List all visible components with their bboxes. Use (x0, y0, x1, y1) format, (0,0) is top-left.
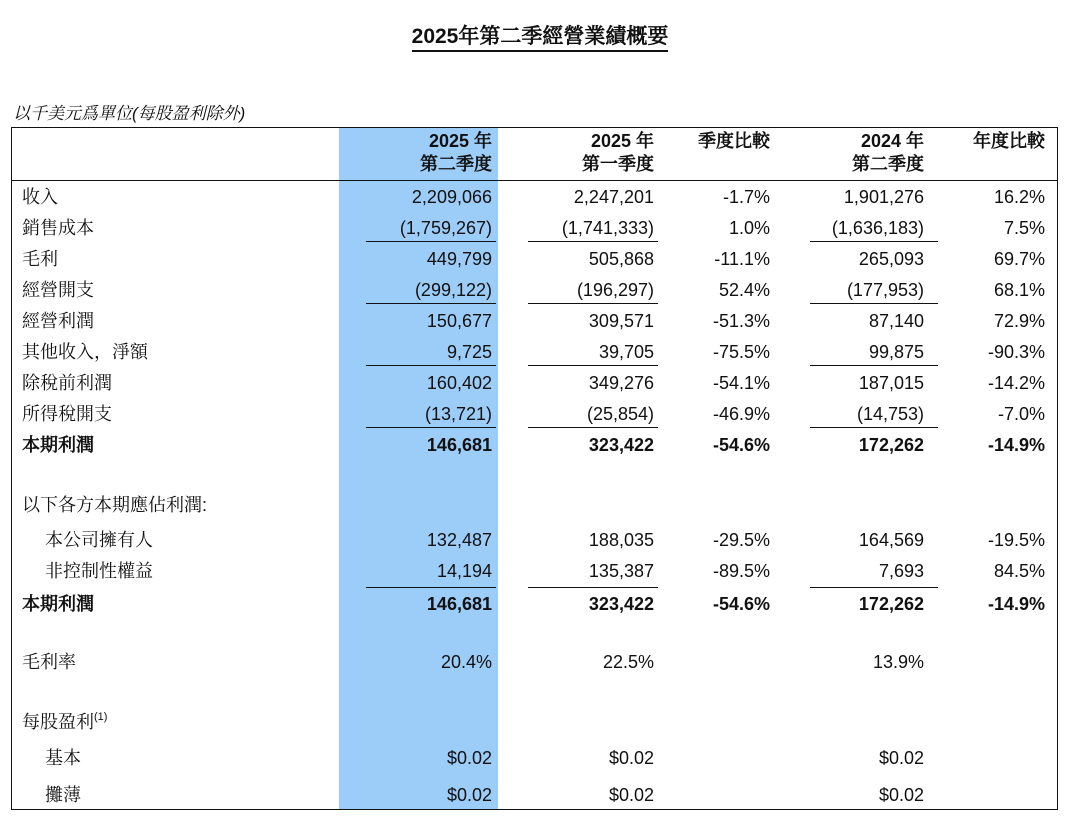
eps-row-value: $0.02 (878, 748, 924, 768)
underline (810, 303, 938, 304)
col-header-q2-2024: 2024 年 第二季度 (852, 131, 924, 174)
row-value: (25,854) (586, 404, 654, 424)
row-label: 其他收入，淨額 (22, 342, 148, 362)
row-value: 323,422 (588, 435, 654, 455)
gross-margin-q2-2025: 20.4% (440, 652, 492, 672)
col-header-q1-2025: 2025 年 第一季度 (582, 131, 654, 174)
eps-label: 每股盈利$^{(1)}$ (22, 711, 108, 732)
header-rule (11, 180, 1058, 181)
attrib-row-value: -29.5% (712, 530, 770, 550)
row-value: -90.3% (987, 342, 1045, 362)
row-value: 72.9% (993, 311, 1045, 331)
row-value: 16.2% (993, 187, 1045, 207)
attrib-row-value: -54.6% (712, 594, 770, 614)
underline (366, 241, 496, 242)
underline (528, 427, 658, 428)
underline (810, 587, 938, 588)
underline (810, 365, 938, 366)
attrib-row-value: 164,569 (858, 530, 924, 550)
underline (366, 303, 496, 304)
gross-margin-label: 毛利率 (22, 652, 76, 672)
row-label: 經營利潤 (22, 311, 94, 331)
eps-row-value: $0.02 (446, 748, 492, 768)
row-value: 69.7% (993, 249, 1045, 269)
attributable-heading: 以下各方本期應佔利潤: (22, 495, 207, 515)
row-value: -14.9% (987, 435, 1045, 455)
attrib-row-value: 172,262 (858, 594, 924, 614)
row-value: (299,122) (414, 280, 492, 300)
row-label: 除稅前利潤 (22, 373, 112, 393)
row-value: (13,721) (424, 404, 492, 424)
row-value: (196,297) (576, 280, 654, 300)
attrib-row-value: 188,035 (588, 530, 654, 550)
row-value: -51.3% (712, 311, 770, 331)
row-value: -46.9% (712, 404, 770, 424)
row-value: 1,901,276 (843, 187, 924, 207)
row-value: -1.7% (722, 187, 770, 207)
row-value: -14.2% (987, 373, 1045, 393)
underline (528, 365, 658, 366)
unit-note: 以千美元爲單位(每股盈利除外) (13, 104, 246, 123)
row-label: 銷售成本 (22, 218, 94, 238)
footnote-marker: (1) (94, 711, 108, 723)
row-value: 2,209,066 (411, 187, 492, 207)
report-title: 2025年第二季經營業績概要 (0, 20, 1080, 50)
gross-margin-q1-2025: 22.5% (602, 652, 654, 672)
row-value: 9,725 (446, 342, 492, 362)
attrib-row-value: 7,693 (878, 561, 924, 581)
underline (366, 365, 496, 366)
row-value: 1.0% (728, 218, 770, 238)
row-label: 本期利潤 (22, 435, 94, 455)
row-value: 265,093 (858, 249, 924, 269)
underline (366, 587, 496, 588)
row-value: -75.5% (712, 342, 770, 362)
row-value: 52.4% (718, 280, 770, 300)
underline (528, 303, 658, 304)
attrib-row-value: 14,194 (436, 561, 492, 581)
row-value: (1,741,333) (561, 218, 654, 238)
row-value: 99,875 (868, 342, 924, 362)
row-value: 160,402 (426, 373, 492, 393)
attrib-row-label: 本公司擁有人 (45, 530, 153, 550)
attrib-row-label: 本期利潤 (22, 594, 94, 614)
attrib-row-value: 323,422 (588, 594, 654, 614)
row-value: 7.5% (1003, 218, 1045, 238)
eps-row-label: 攤薄 (45, 785, 81, 805)
row-value: 68.1% (993, 280, 1045, 300)
row-value: 87,140 (868, 311, 924, 331)
row-value: 172,262 (858, 435, 924, 455)
row-label: 經營開支 (22, 280, 94, 300)
row-value: 349,276 (588, 373, 654, 393)
col-header-yoy: 年度比較 (973, 131, 1045, 151)
attrib-row-value: -14.9% (987, 594, 1045, 614)
attrib-row-value: 135,387 (588, 561, 654, 581)
row-label: 收入 (22, 187, 58, 207)
col-header-q2-2025: 2025 年 第二季度 (420, 131, 492, 174)
row-value: (1,636,183) (831, 218, 924, 238)
row-value: (177,953) (846, 280, 924, 300)
row-value: 2,247,201 (573, 187, 654, 207)
row-value: 39,705 (598, 342, 654, 362)
row-value: 449,799 (426, 249, 492, 269)
underline (810, 427, 938, 428)
attrib-row-label: 非控制性權益 (45, 561, 153, 581)
eps-row-value: $0.02 (608, 748, 654, 768)
row-value: -7.0% (997, 404, 1045, 424)
row-value: -11.1% (714, 249, 770, 269)
row-value: 309,571 (588, 311, 654, 331)
row-label: 毛利 (22, 249, 58, 269)
row-value: 146,681 (426, 435, 492, 455)
eps-row-value: $0.02 (878, 785, 924, 805)
row-value: (14,753) (856, 404, 924, 424)
underline (528, 241, 658, 242)
underline (528, 587, 658, 588)
attrib-row-value: -89.5% (712, 561, 770, 581)
row-value: (1,759,267) (399, 218, 492, 238)
col-header-qoq: 季度比較 (698, 131, 770, 151)
row-value: 187,015 (858, 373, 924, 393)
attrib-row-value: 146,681 (426, 594, 492, 614)
row-value: -54.1% (712, 373, 770, 393)
row-value: 150,677 (426, 311, 492, 331)
eps-row-label: 基本 (45, 748, 81, 768)
underline (366, 427, 496, 428)
eps-row-value: $0.02 (446, 785, 492, 805)
attrib-row-value: 84.5% (993, 561, 1045, 581)
row-value: -54.6% (712, 435, 770, 455)
row-label: 所得稅開支 (22, 404, 112, 424)
attrib-row-value: -19.5% (987, 530, 1045, 550)
gross-margin-q2-2024: 13.9% (872, 652, 924, 672)
eps-row-value: $0.02 (608, 785, 654, 805)
attrib-row-value: 132,487 (426, 530, 492, 550)
underline (810, 241, 938, 242)
row-value: 505,868 (588, 249, 654, 269)
